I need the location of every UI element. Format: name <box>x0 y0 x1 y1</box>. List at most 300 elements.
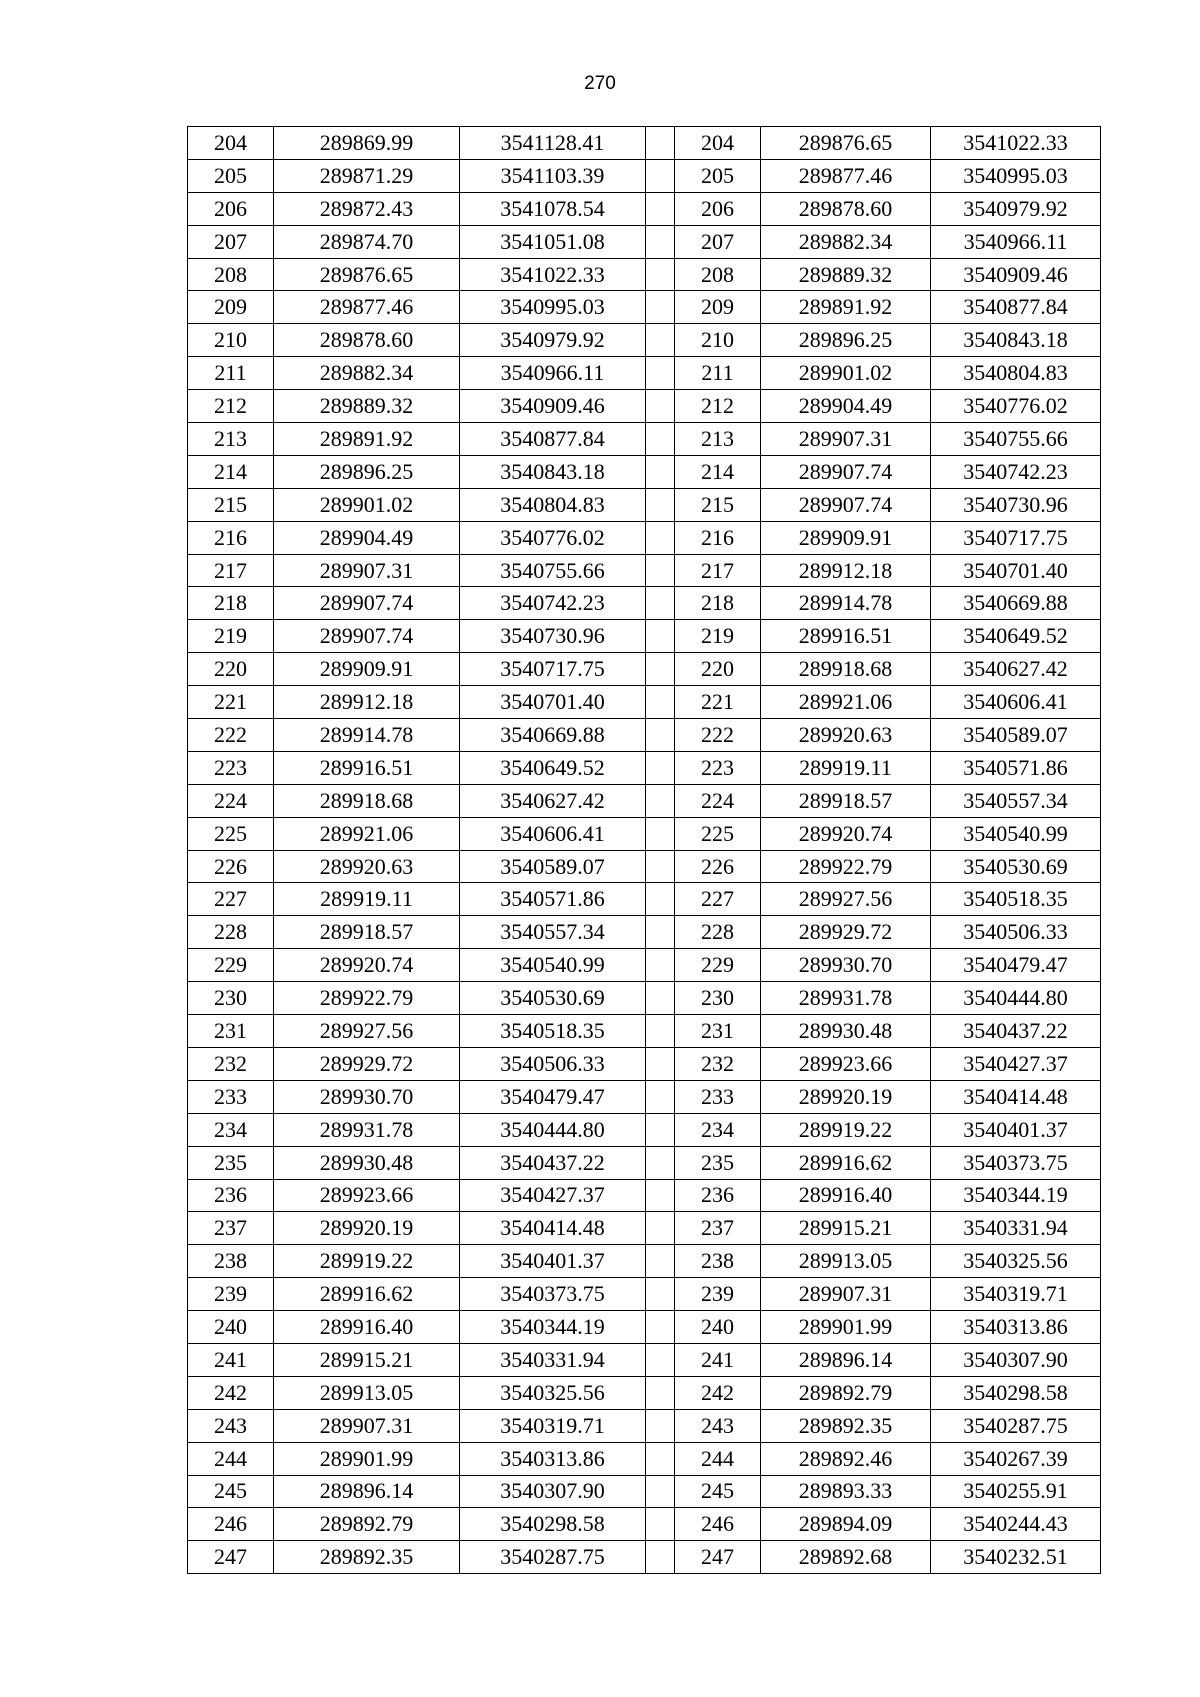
spacer-cell <box>646 1541 675 1574</box>
y-coordinate-cell: 3540701.40 <box>931 554 1101 587</box>
table-row <box>188 291 1101 324</box>
x-coordinate-cell: 289901.99 <box>761 1311 931 1344</box>
point-number-cell: 210 <box>675 324 761 357</box>
point-number-cell: 214 <box>188 455 274 488</box>
spacer-cell <box>646 390 675 423</box>
table-row <box>188 127 1101 160</box>
x-coordinate-cell: 289892.35 <box>761 1409 931 1442</box>
spacer-cell <box>646 192 675 225</box>
y-coordinate-cell: 3540518.35 <box>931 883 1101 916</box>
y-coordinate-cell: 3540909.46 <box>460 390 646 423</box>
x-coordinate-cell: 289889.32 <box>274 390 460 423</box>
y-coordinate-cell: 3540589.07 <box>931 719 1101 752</box>
x-coordinate-cell: 289915.21 <box>274 1343 460 1376</box>
x-coordinate-cell: 289871.29 <box>274 159 460 192</box>
point-number-cell: 246 <box>675 1508 761 1541</box>
y-coordinate-cell: 3540414.48 <box>460 1212 646 1245</box>
x-coordinate-cell: 289901.02 <box>274 488 460 521</box>
x-coordinate-cell: 289930.70 <box>761 949 931 982</box>
point-number-cell: 216 <box>188 521 274 554</box>
table-row <box>188 357 1101 390</box>
x-coordinate-cell: 289930.48 <box>761 1015 931 1048</box>
spacer-cell <box>646 1475 675 1508</box>
x-coordinate-cell: 289921.06 <box>274 817 460 850</box>
y-coordinate-cell: 3540843.18 <box>460 455 646 488</box>
spacer-cell <box>646 521 675 554</box>
table-row <box>188 587 1101 620</box>
x-coordinate-cell: 289927.56 <box>761 883 931 916</box>
point-number-cell: 211 <box>188 357 274 390</box>
x-coordinate-cell: 289920.63 <box>274 850 460 883</box>
x-coordinate-cell: 289907.31 <box>274 1409 460 1442</box>
point-number-cell: 240 <box>188 1311 274 1344</box>
x-coordinate-cell: 289921.06 <box>761 686 931 719</box>
point-number-cell: 247 <box>188 1541 274 1574</box>
spacer-cell <box>646 686 675 719</box>
spacer-cell <box>646 587 675 620</box>
x-coordinate-cell: 289877.46 <box>761 159 931 192</box>
point-number-cell: 215 <box>675 488 761 521</box>
x-coordinate-cell: 289919.11 <box>274 883 460 916</box>
spacer-cell <box>646 916 675 949</box>
y-coordinate-cell: 3540479.47 <box>460 1080 646 1113</box>
y-coordinate-cell: 3540287.75 <box>460 1541 646 1574</box>
point-number-cell: 209 <box>675 291 761 324</box>
x-coordinate-cell: 289876.65 <box>274 258 460 291</box>
y-coordinate-cell: 3540307.90 <box>460 1475 646 1508</box>
x-coordinate-cell: 289923.66 <box>761 1047 931 1080</box>
point-number-cell: 240 <box>675 1311 761 1344</box>
table-row <box>188 817 1101 850</box>
point-number-cell: 236 <box>188 1179 274 1212</box>
point-number-cell: 225 <box>188 817 274 850</box>
x-coordinate-cell: 289918.68 <box>274 784 460 817</box>
point-number-cell: 208 <box>188 258 274 291</box>
x-coordinate-cell: 289907.74 <box>274 620 460 653</box>
table-row <box>188 949 1101 982</box>
spacer-cell <box>646 1047 675 1080</box>
table-row <box>188 784 1101 817</box>
x-coordinate-cell: 289916.51 <box>274 751 460 784</box>
y-coordinate-cell: 3540307.90 <box>931 1343 1101 1376</box>
point-number-cell: 243 <box>675 1409 761 1442</box>
point-number-cell: 221 <box>188 686 274 719</box>
x-coordinate-cell: 289894.09 <box>761 1508 931 1541</box>
x-coordinate-cell: 289912.18 <box>761 554 931 587</box>
x-coordinate-cell: 289878.60 <box>274 324 460 357</box>
y-coordinate-cell: 3540325.56 <box>931 1245 1101 1278</box>
y-coordinate-cell: 3540444.80 <box>460 1113 646 1146</box>
y-coordinate-cell: 3540444.80 <box>931 982 1101 1015</box>
y-coordinate-cell: 3541022.33 <box>460 258 646 291</box>
y-coordinate-cell: 3540843.18 <box>931 324 1101 357</box>
y-coordinate-cell: 3540518.35 <box>460 1015 646 1048</box>
x-coordinate-cell: 289916.40 <box>761 1179 931 1212</box>
point-number-cell: 228 <box>188 916 274 949</box>
point-number-cell: 204 <box>675 127 761 160</box>
y-coordinate-cell: 3540995.03 <box>931 159 1101 192</box>
y-coordinate-cell: 3540571.86 <box>931 751 1101 784</box>
x-coordinate-cell: 289930.70 <box>274 1080 460 1113</box>
y-coordinate-cell: 3540730.96 <box>460 620 646 653</box>
point-number-cell: 224 <box>188 784 274 817</box>
y-coordinate-cell: 3540298.58 <box>931 1376 1101 1409</box>
point-number-cell: 207 <box>675 225 761 258</box>
x-coordinate-cell: 289922.79 <box>761 850 931 883</box>
spacer-cell <box>646 554 675 587</box>
point-number-cell: 239 <box>675 1278 761 1311</box>
table-row <box>188 1311 1101 1344</box>
x-coordinate-cell: 289931.78 <box>274 1113 460 1146</box>
y-coordinate-cell: 3540742.23 <box>460 587 646 620</box>
x-coordinate-cell: 289916.40 <box>274 1311 460 1344</box>
y-coordinate-cell: 3540627.42 <box>460 784 646 817</box>
y-coordinate-cell: 3540540.99 <box>931 817 1101 850</box>
point-number-cell: 220 <box>675 653 761 686</box>
point-number-cell: 228 <box>675 916 761 949</box>
table-row <box>188 1113 1101 1146</box>
point-number-cell: 243 <box>188 1409 274 1442</box>
y-coordinate-cell: 3540244.43 <box>931 1508 1101 1541</box>
x-coordinate-cell: 289882.34 <box>761 225 931 258</box>
x-coordinate-cell: 289907.31 <box>761 423 931 456</box>
point-number-cell: 235 <box>675 1146 761 1179</box>
y-coordinate-cell: 3540669.88 <box>931 587 1101 620</box>
table-row <box>188 521 1101 554</box>
point-number-cell: 213 <box>675 423 761 456</box>
y-coordinate-cell: 3540589.07 <box>460 850 646 883</box>
point-number-cell: 207 <box>188 225 274 258</box>
x-coordinate-cell: 289929.72 <box>274 1047 460 1080</box>
x-coordinate-cell: 289892.46 <box>761 1442 931 1475</box>
y-coordinate-cell: 3540401.37 <box>460 1245 646 1278</box>
spacer-cell <box>646 1409 675 1442</box>
spacer-cell <box>646 258 675 291</box>
spacer-cell <box>646 719 675 752</box>
y-coordinate-cell: 3540331.94 <box>931 1212 1101 1245</box>
point-number-cell: 214 <box>675 455 761 488</box>
y-coordinate-cell: 3540506.33 <box>931 916 1101 949</box>
x-coordinate-cell: 289923.66 <box>274 1179 460 1212</box>
point-number-cell: 211 <box>675 357 761 390</box>
point-number-cell: 236 <box>675 1179 761 1212</box>
y-coordinate-cell: 3540776.02 <box>460 521 646 554</box>
x-coordinate-cell: 289904.49 <box>274 521 460 554</box>
point-number-cell: 232 <box>675 1047 761 1080</box>
x-coordinate-cell: 289915.21 <box>761 1212 931 1245</box>
x-coordinate-cell: 289907.74 <box>274 587 460 620</box>
x-coordinate-cell: 289918.57 <box>761 784 931 817</box>
spacer-cell <box>646 620 675 653</box>
point-number-cell: 247 <box>675 1541 761 1574</box>
spacer-cell <box>646 357 675 390</box>
x-coordinate-cell: 289877.46 <box>274 291 460 324</box>
spacer-cell <box>646 1311 675 1344</box>
point-number-cell: 210 <box>188 324 274 357</box>
point-number-cell: 216 <box>675 521 761 554</box>
x-coordinate-cell: 289896.14 <box>761 1343 931 1376</box>
spacer-cell <box>646 1146 675 1179</box>
coordinates-table <box>187 126 1101 1574</box>
spacer-cell <box>646 159 675 192</box>
y-coordinate-cell: 3540804.83 <box>931 357 1101 390</box>
table-row <box>188 1376 1101 1409</box>
y-coordinate-cell: 3540717.75 <box>460 653 646 686</box>
spacer-cell <box>646 1343 675 1376</box>
point-number-cell: 245 <box>675 1475 761 1508</box>
point-number-cell: 218 <box>188 587 274 620</box>
point-number-cell: 217 <box>188 554 274 587</box>
point-number-cell: 221 <box>675 686 761 719</box>
x-coordinate-cell: 289920.19 <box>761 1080 931 1113</box>
y-coordinate-cell: 3540877.84 <box>460 423 646 456</box>
spacer-cell <box>646 1245 675 1278</box>
spacer-cell <box>646 1113 675 1146</box>
table-row <box>188 916 1101 949</box>
y-coordinate-cell: 3540287.75 <box>931 1409 1101 1442</box>
y-coordinate-cell: 3540401.37 <box>931 1113 1101 1146</box>
y-coordinate-cell: 3540717.75 <box>931 521 1101 554</box>
y-coordinate-cell: 3540479.47 <box>931 949 1101 982</box>
point-number-cell: 244 <box>675 1442 761 1475</box>
point-number-cell: 238 <box>675 1245 761 1278</box>
point-number-cell: 235 <box>188 1146 274 1179</box>
point-number-cell: 244 <box>188 1442 274 1475</box>
table-row <box>188 1015 1101 1048</box>
x-coordinate-cell: 289913.05 <box>274 1376 460 1409</box>
y-coordinate-cell: 3540966.11 <box>931 225 1101 258</box>
x-coordinate-cell: 289882.34 <box>274 357 460 390</box>
point-number-cell: 209 <box>188 291 274 324</box>
point-number-cell: 223 <box>188 751 274 784</box>
x-coordinate-cell: 289909.91 <box>274 653 460 686</box>
y-coordinate-cell: 3540966.11 <box>460 357 646 390</box>
x-coordinate-cell: 289916.62 <box>761 1146 931 1179</box>
y-coordinate-cell: 3540344.19 <box>931 1179 1101 1212</box>
y-coordinate-cell: 3540571.86 <box>460 883 646 916</box>
spacer-cell <box>646 1278 675 1311</box>
x-coordinate-cell: 289914.78 <box>274 719 460 752</box>
y-coordinate-cell: 3540995.03 <box>460 291 646 324</box>
spacer-cell <box>646 982 675 1015</box>
x-coordinate-cell: 289919.11 <box>761 751 931 784</box>
x-coordinate-cell: 289878.60 <box>761 192 931 225</box>
spacer-cell <box>646 1508 675 1541</box>
x-coordinate-cell: 289919.22 <box>274 1245 460 1278</box>
point-number-cell: 222 <box>675 719 761 752</box>
y-coordinate-cell: 3540877.84 <box>931 291 1101 324</box>
x-coordinate-cell: 289912.18 <box>274 686 460 719</box>
y-coordinate-cell: 3540606.41 <box>931 686 1101 719</box>
x-coordinate-cell: 289889.32 <box>761 258 931 291</box>
spacer-cell <box>646 423 675 456</box>
point-number-cell: 208 <box>675 258 761 291</box>
point-number-cell: 227 <box>675 883 761 916</box>
point-number-cell: 204 <box>188 127 274 160</box>
table-row <box>188 883 1101 916</box>
table-row <box>188 1212 1101 1245</box>
point-number-cell: 242 <box>188 1376 274 1409</box>
point-number-cell: 233 <box>675 1080 761 1113</box>
y-coordinate-cell: 3540755.66 <box>460 554 646 587</box>
x-coordinate-cell: 289920.63 <box>761 719 931 752</box>
y-coordinate-cell: 3540669.88 <box>460 719 646 752</box>
point-number-cell: 206 <box>188 192 274 225</box>
table-row <box>188 1146 1101 1179</box>
table-body <box>188 127 1101 1574</box>
spacer-cell <box>646 817 675 850</box>
y-coordinate-cell: 3540557.34 <box>460 916 646 949</box>
point-number-cell: 213 <box>188 423 274 456</box>
x-coordinate-cell: 289920.74 <box>761 817 931 850</box>
y-coordinate-cell: 3541022.33 <box>931 127 1101 160</box>
point-number-cell: 229 <box>675 949 761 982</box>
y-coordinate-cell: 3540649.52 <box>931 620 1101 653</box>
y-coordinate-cell: 3541128.41 <box>460 127 646 160</box>
y-coordinate-cell: 3540255.91 <box>931 1475 1101 1508</box>
spacer-cell <box>646 1376 675 1409</box>
x-coordinate-cell: 289872.43 <box>274 192 460 225</box>
spacer-cell <box>646 127 675 160</box>
point-number-cell: 232 <box>188 1047 274 1080</box>
x-coordinate-cell: 289892.79 <box>274 1508 460 1541</box>
x-coordinate-cell: 289891.92 <box>274 423 460 456</box>
table-row <box>188 1278 1101 1311</box>
point-number-cell: 237 <box>675 1212 761 1245</box>
x-coordinate-cell: 289914.78 <box>761 587 931 620</box>
table-row <box>188 686 1101 719</box>
spacer-cell <box>646 455 675 488</box>
spacer-cell <box>646 883 675 916</box>
point-number-cell: 246 <box>188 1508 274 1541</box>
x-coordinate-cell: 289907.31 <box>274 554 460 587</box>
x-coordinate-cell: 289896.14 <box>274 1475 460 1508</box>
table-row <box>188 258 1101 291</box>
x-coordinate-cell: 289916.51 <box>761 620 931 653</box>
point-number-cell: 234 <box>675 1113 761 1146</box>
table-row <box>188 719 1101 752</box>
x-coordinate-cell: 289891.92 <box>761 291 931 324</box>
point-number-cell: 230 <box>188 982 274 1015</box>
table-row <box>188 620 1101 653</box>
y-coordinate-cell: 3540649.52 <box>460 751 646 784</box>
table-row <box>188 1080 1101 1113</box>
y-coordinate-cell: 3540414.48 <box>931 1080 1101 1113</box>
table-row <box>188 455 1101 488</box>
y-coordinate-cell: 3540730.96 <box>931 488 1101 521</box>
x-coordinate-cell: 289904.49 <box>761 390 931 423</box>
point-number-cell: 233 <box>188 1080 274 1113</box>
point-number-cell: 224 <box>675 784 761 817</box>
y-coordinate-cell: 3540373.75 <box>931 1146 1101 1179</box>
y-coordinate-cell: 3540540.99 <box>460 949 646 982</box>
y-coordinate-cell: 3540232.51 <box>931 1541 1101 1574</box>
y-coordinate-cell: 3540979.92 <box>931 192 1101 225</box>
point-number-cell: 241 <box>675 1343 761 1376</box>
x-coordinate-cell: 289909.91 <box>761 521 931 554</box>
x-coordinate-cell: 289918.57 <box>274 916 460 949</box>
x-coordinate-cell: 289929.72 <box>761 916 931 949</box>
y-coordinate-cell: 3540325.56 <box>460 1376 646 1409</box>
point-number-cell: 212 <box>675 390 761 423</box>
y-coordinate-cell: 3540427.37 <box>460 1179 646 1212</box>
table-row <box>188 1442 1101 1475</box>
point-number-cell: 234 <box>188 1113 274 1146</box>
x-coordinate-cell: 289922.79 <box>274 982 460 1015</box>
table-row <box>188 225 1101 258</box>
point-number-cell: 245 <box>188 1475 274 1508</box>
y-coordinate-cell: 3540742.23 <box>931 455 1101 488</box>
table-row <box>188 159 1101 192</box>
x-coordinate-cell: 289907.74 <box>761 455 931 488</box>
table-row <box>188 192 1101 225</box>
x-coordinate-cell: 289920.74 <box>274 949 460 982</box>
y-coordinate-cell: 3540427.37 <box>931 1047 1101 1080</box>
table-row <box>188 423 1101 456</box>
x-coordinate-cell: 289913.05 <box>761 1245 931 1278</box>
y-coordinate-cell: 3540344.19 <box>460 1311 646 1344</box>
x-coordinate-cell: 289896.25 <box>274 455 460 488</box>
point-number-cell: 229 <box>188 949 274 982</box>
y-coordinate-cell: 3540530.69 <box>931 850 1101 883</box>
x-coordinate-cell: 289869.99 <box>274 127 460 160</box>
spacer-cell <box>646 488 675 521</box>
y-coordinate-cell: 3540313.86 <box>460 1442 646 1475</box>
x-coordinate-cell: 289907.31 <box>761 1278 931 1311</box>
point-number-cell: 230 <box>675 982 761 1015</box>
x-coordinate-cell: 289892.79 <box>761 1376 931 1409</box>
spacer-cell <box>646 324 675 357</box>
table-row <box>188 1179 1101 1212</box>
table-row <box>188 554 1101 587</box>
spacer-cell <box>646 1212 675 1245</box>
point-number-cell: 238 <box>188 1245 274 1278</box>
y-coordinate-cell: 3540776.02 <box>931 390 1101 423</box>
y-coordinate-cell: 3540530.69 <box>460 982 646 1015</box>
y-coordinate-cell: 3540267.39 <box>931 1442 1101 1475</box>
y-coordinate-cell: 3540979.92 <box>460 324 646 357</box>
point-number-cell: 206 <box>675 192 761 225</box>
point-number-cell: 239 <box>188 1278 274 1311</box>
x-coordinate-cell: 289901.02 <box>761 357 931 390</box>
table-row <box>188 653 1101 686</box>
point-number-cell: 205 <box>675 159 761 192</box>
point-number-cell: 219 <box>675 620 761 653</box>
x-coordinate-cell: 289874.70 <box>274 225 460 258</box>
y-coordinate-cell: 3540627.42 <box>931 653 1101 686</box>
spacer-cell <box>646 225 675 258</box>
spacer-cell <box>646 949 675 982</box>
spacer-cell <box>646 1442 675 1475</box>
x-coordinate-cell: 289876.65 <box>761 127 931 160</box>
point-number-cell: 215 <box>188 488 274 521</box>
x-coordinate-cell: 289919.22 <box>761 1113 931 1146</box>
x-coordinate-cell: 289916.62 <box>274 1278 460 1311</box>
spacer-cell <box>646 1080 675 1113</box>
y-coordinate-cell: 3541051.08 <box>460 225 646 258</box>
x-coordinate-cell: 289893.33 <box>761 1475 931 1508</box>
point-number-cell: 231 <box>675 1015 761 1048</box>
table-row <box>188 488 1101 521</box>
y-coordinate-cell: 3540557.34 <box>931 784 1101 817</box>
spacer-cell <box>646 784 675 817</box>
table-row <box>188 1508 1101 1541</box>
y-coordinate-cell: 3540804.83 <box>460 488 646 521</box>
table-row <box>188 1475 1101 1508</box>
page-number: 270 <box>584 73 616 94</box>
x-coordinate-cell: 289892.35 <box>274 1541 460 1574</box>
point-number-cell: 226 <box>675 850 761 883</box>
